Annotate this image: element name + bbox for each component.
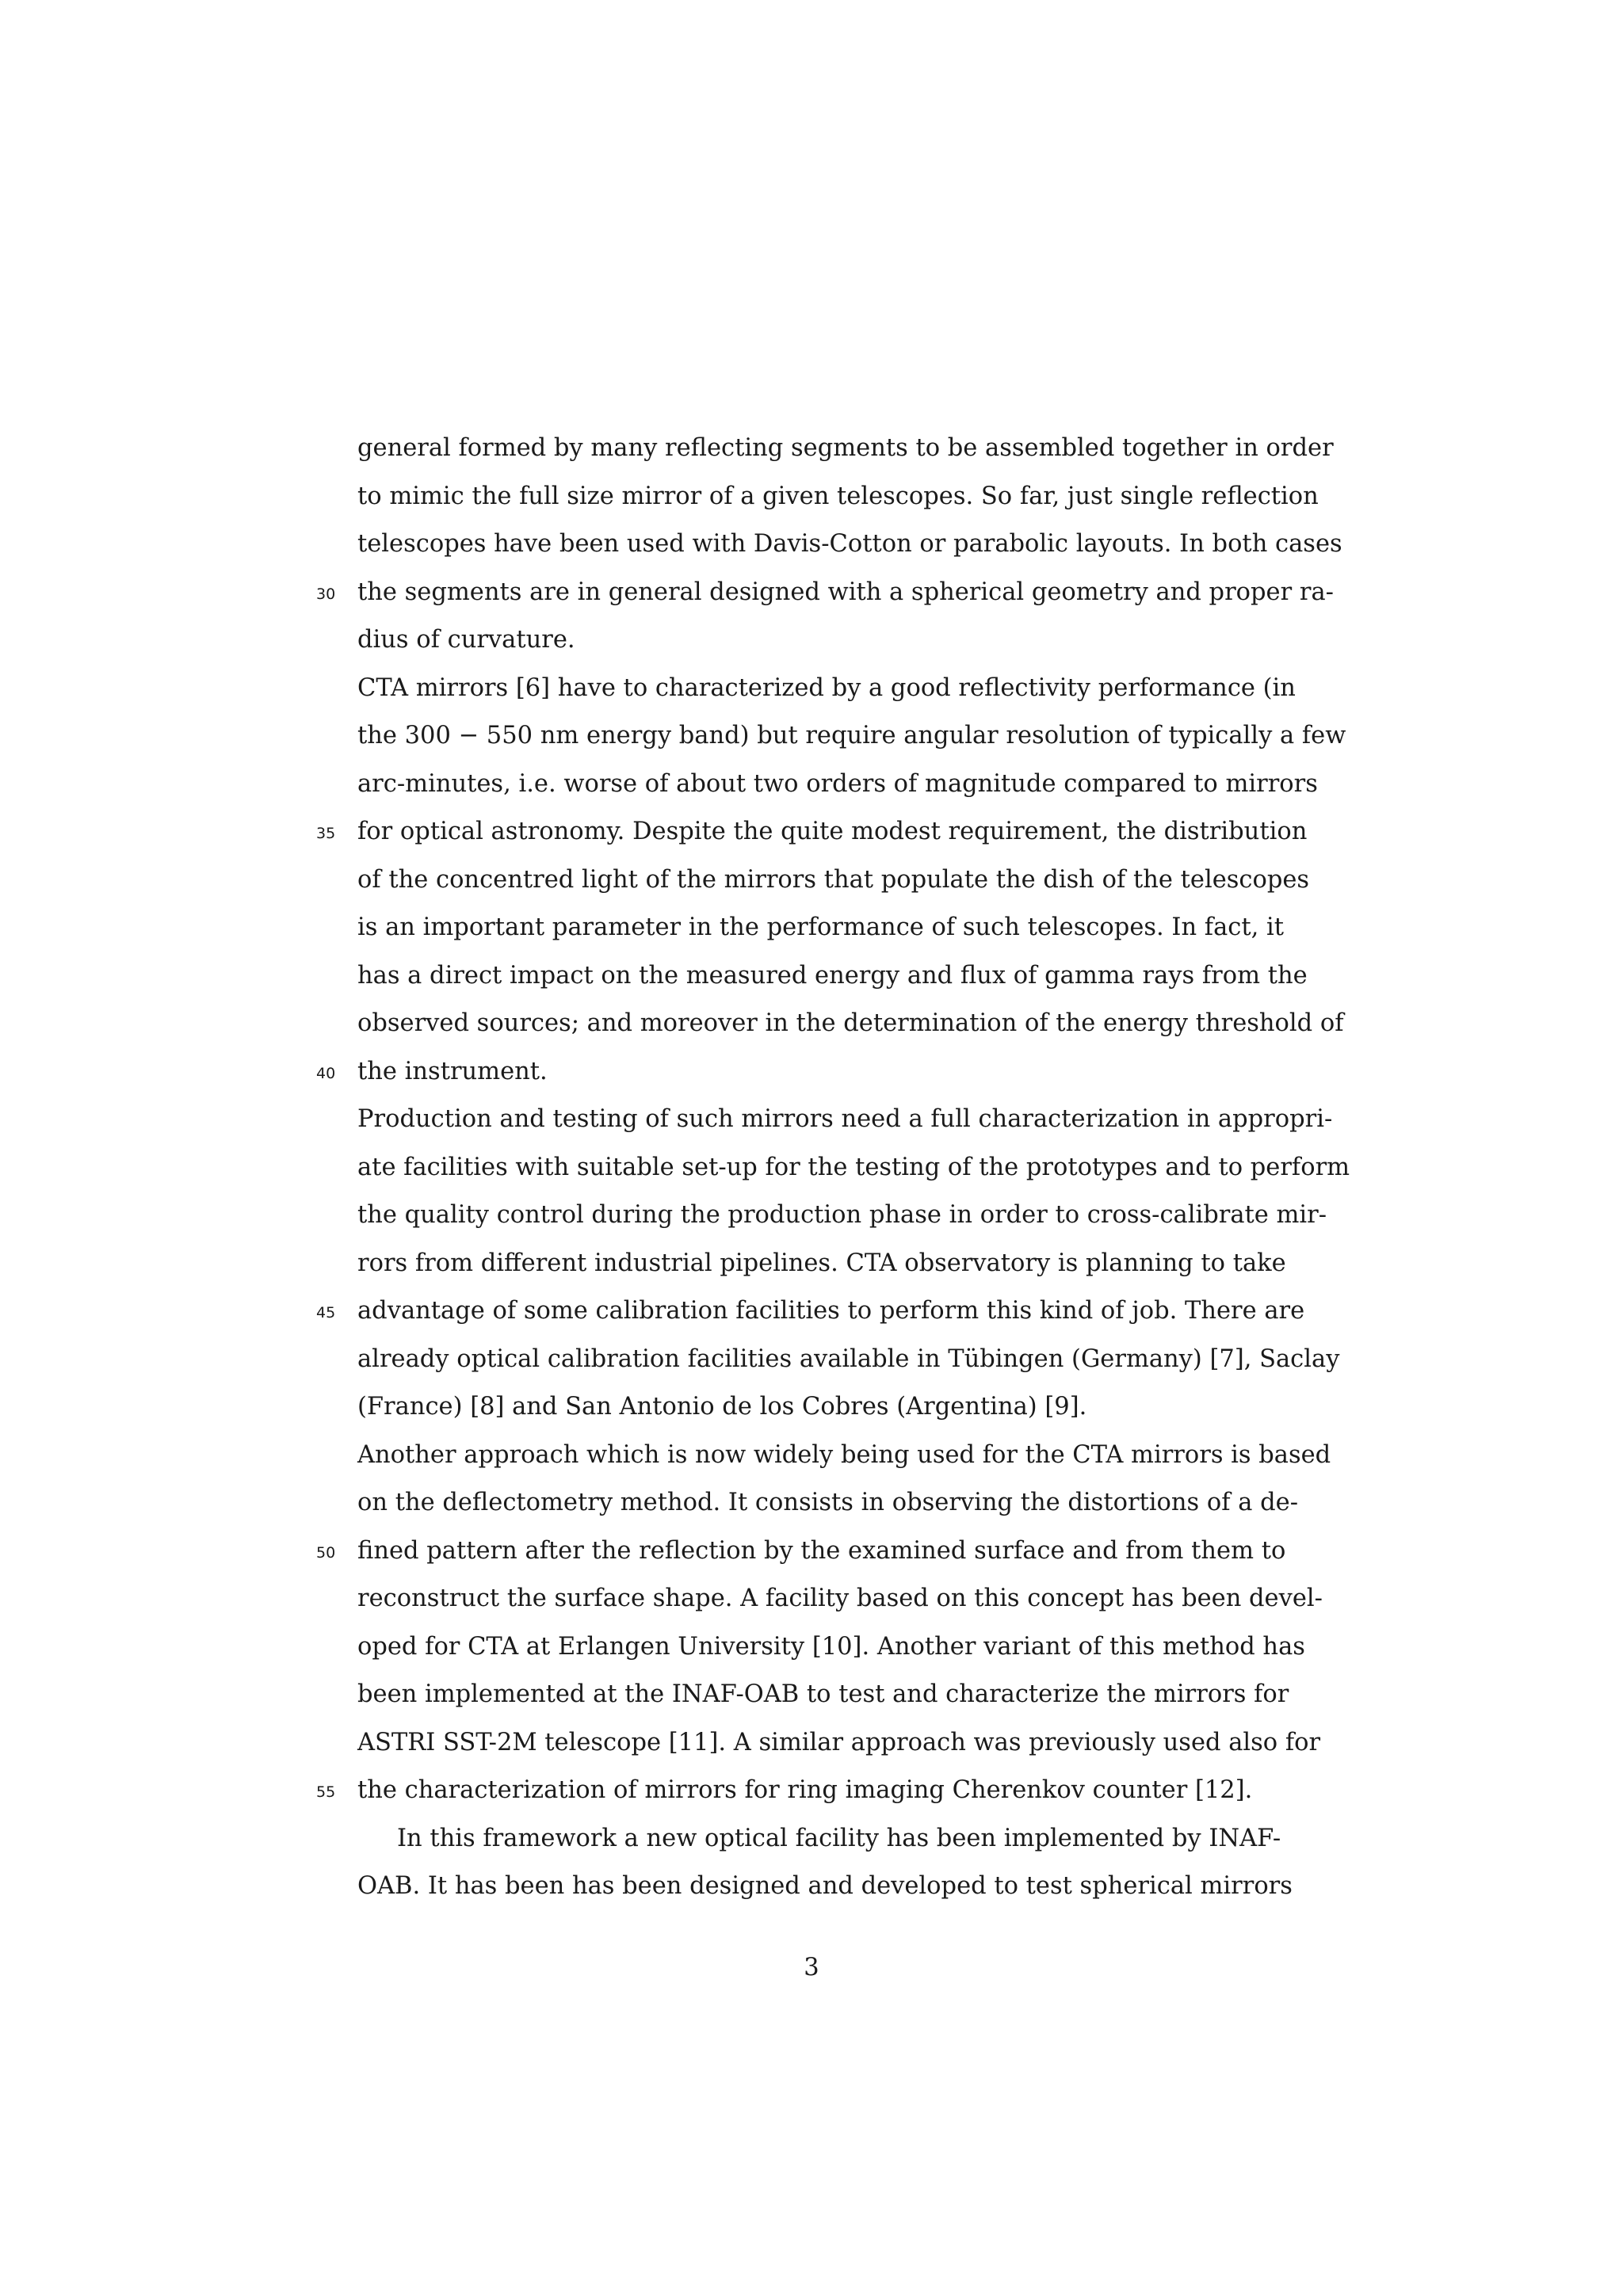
text-line-12 (357, 952, 1308, 1001)
text-line-20 (357, 1336, 1340, 1384)
text-line-28 (357, 1719, 1321, 1768)
text-line-24 (316, 1527, 1286, 1576)
line-text: (France) [8] and San Antonio de los Cobres (Argentina) [9]. (357, 1393, 1087, 1421)
line-text: general formed by many reflecting segments to be assembled together in order (357, 434, 1334, 462)
text-line-4 (316, 569, 1334, 617)
line-text: reconstruct the surface shape. A facility based on this concept has been devel- (357, 1585, 1323, 1612)
text-line-6 (357, 665, 1296, 713)
line-text: arc-minutes, i.e. worse of about two orders of magnitude compared to mirrors (357, 769, 1318, 798)
line-text: advantage of some calibration facilities to perform this kind of job. There are (357, 1297, 1305, 1325)
text-line-26 (357, 1623, 1305, 1672)
line-number: 45 (316, 1304, 336, 1322)
text-line-10 (357, 856, 1310, 905)
line-text: to mimic the full size mirror of a given telescopes. So far, just single reflection (357, 482, 1319, 510)
line-text: ate facilities with suitable set-up for the testing of the prototypes and to perform (357, 1153, 1350, 1181)
text-line-15 (357, 1096, 1333, 1144)
line-text: for optical astronomy. Despite the quite modest requirement, the distribution (357, 818, 1308, 845)
text-line-3 (357, 521, 1342, 569)
text-line-1 (357, 425, 1334, 473)
line-number: 40 (316, 1064, 336, 1082)
text-line-31 (357, 1863, 1293, 1911)
text-line-30 (357, 1815, 1281, 1863)
line-text: the characterization of mirrors for ring imaging Cherenkov counter [12]. (357, 1776, 1253, 1804)
text-line-9 (316, 808, 1308, 856)
line-number: 50 (316, 1543, 336, 1562)
text-line-21 (357, 1383, 1277, 1432)
line-text: is an important parameter in the performance of such telescopes. In fact, it (357, 913, 1285, 941)
line-text: dius of curvature. (357, 626, 575, 654)
text-line-13 (357, 1000, 1344, 1048)
text-line-2 (357, 473, 1319, 521)
text-line-8 (357, 761, 1318, 809)
line-text: has a direct impact on the measured energy and flux of gamma rays from the (357, 961, 1308, 990)
text-line-22 (357, 1432, 1331, 1480)
line-text: already optical calibration facilities available in Tübingen (Germany) [7], Saclay (357, 1344, 1340, 1373)
text-line-17 (357, 1192, 1327, 1240)
text-line-16 (357, 1144, 1350, 1192)
text-line-18 (357, 1240, 1286, 1288)
line-text: of the concentred light of the mirrors that populate the dish of the telescopes (357, 865, 1310, 894)
line-text: OAB. It has been has been designed and developed to test spherical mirrors (357, 1872, 1293, 1900)
line-text: Another approach which is now widely being used for the CTA mirrors is based (357, 1440, 1331, 1469)
text-line-7 (357, 712, 1346, 761)
page-number: 3 (804, 1954, 819, 1981)
text-line-25 (357, 1575, 1323, 1623)
text-line-27 (357, 1671, 1289, 1719)
line-text: the 300 − 550 nm energy band) but require angular resolution of typically a few (357, 722, 1346, 749)
line-text: been implemented at the INAF-OAB to test and characterize the mirrors for (357, 1680, 1289, 1708)
line-text: CTA mirrors [6] have to characterized by a good reflectivity performance (in (357, 673, 1296, 702)
line-text: on the deflectometry method. It consists in observing the distortions of a de- (357, 1489, 1298, 1516)
line-number: 30 (316, 585, 336, 603)
line-text: telescopes have been used with Davis-Cotton or parabolic layouts. In both cases (357, 530, 1342, 558)
line-text: rors from different industrial pipelines. CTA observatory is planning to take (357, 1249, 1286, 1277)
line-text: the segments are in general designed with a spherical geometry and proper ra- (357, 578, 1334, 606)
line-text: In this framework a new optical facility has been implemented by INAF- (397, 1824, 1281, 1852)
line-text: ASTRI SST-2M telescope [11]. A similar approach was previously used also for (357, 1728, 1321, 1756)
body-text (316, 425, 1350, 1911)
line-text: the instrument. (357, 1057, 548, 1085)
text-line-23 (357, 1479, 1298, 1527)
line-text: fined pattern after the reflection by the examined surface and from them to (357, 1536, 1286, 1565)
line-text: the quality control during the production phase in order to cross-calibrate mir- (357, 1201, 1327, 1229)
line-number: 35 (316, 825, 336, 842)
text-line-5 (357, 616, 1277, 665)
line-text: Production and testing of such mirrors need a full characterization in appropri- (357, 1105, 1333, 1133)
text-line-19 (316, 1287, 1305, 1336)
line-text: observed sources; and moreover in the determination of the energy threshold of (357, 1009, 1344, 1037)
text-line-14 (316, 1048, 1277, 1097)
line-text: oped for CTA at Erlangen University [10]. Another variant of this method has (357, 1632, 1305, 1661)
line-number: 55 (316, 1783, 336, 1801)
text-line-29 (316, 1767, 1277, 1815)
text-line-11 (357, 904, 1285, 952)
